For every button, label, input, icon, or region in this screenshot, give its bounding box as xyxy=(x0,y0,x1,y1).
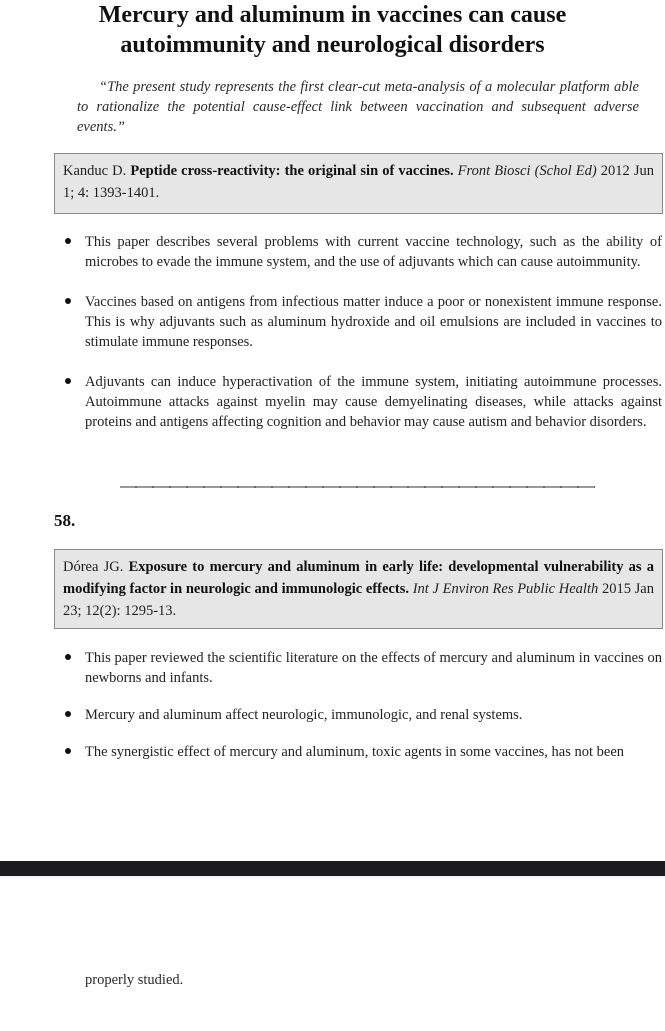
list-item: Vaccines based on antigens from infectious matter induce a poor or nonexistent immune response. This is why adjuvants such as aluminum hydroxide and oil emulsions are included in vaccines to stimulate immune responses. xyxy=(65,292,662,352)
bullet-icon xyxy=(65,238,71,244)
list-item: The synergistic effect of mercury and aluminum, toxic agents in some vaccines, has not been xyxy=(65,742,662,762)
page-break-bar xyxy=(0,861,665,876)
ref-details: 2012 Jun 1; 4: 1393-1401. xyxy=(63,163,654,201)
ref-title: Exposure to mercury and aluminum in early life: developmental vulnerability as a modifying factor in neurologic and immunologic effects. xyxy=(63,559,654,597)
bullet-icon xyxy=(65,654,71,660)
ref-authors: Kanduc D. xyxy=(63,163,127,179)
page-edge xyxy=(0,876,665,878)
ref-journal: Front Biosci (Schol Ed) xyxy=(457,163,597,179)
reference-box xyxy=(54,153,663,214)
list-item: This paper reviewed the scientific literature on the effects of mercury and aluminum in vaccines on newborns and infants. xyxy=(65,648,662,688)
ref-details: 2015 Jan 23; 12(2): 1295-13. xyxy=(63,581,654,619)
section-divider xyxy=(120,486,595,488)
bullet-icon xyxy=(65,748,71,754)
page-title xyxy=(0,0,665,60)
title-line-1: Mercury and aluminum in vaccines can cause xyxy=(98,2,567,28)
continued-text: properly studied. xyxy=(85,972,184,988)
list-item: Adjuvants can induce hyperactivation of the immune system, initiating autoimmune processes. Autoimmune attacks against myelin may cause demyelinating diseases, while attacks against proteins and antigens affecting cognition and behavior may cause autism and behavior disorders. xyxy=(65,372,662,432)
list-item: Mercury and aluminum affect neurologic, immunologic, and renal systems. xyxy=(65,705,662,725)
ref-authors: Dórea JG. xyxy=(63,559,124,575)
section-number: 58. xyxy=(54,511,76,530)
bullet-icon xyxy=(65,711,71,717)
reference-box xyxy=(54,549,663,629)
list-item: This paper describes several problems with current vaccine technology, such as the ability of microbes to evade the immune system, and the use of adjuvants which can cause autoimmunity. xyxy=(65,232,662,272)
title-line-2: autoimmunity and neurological disorders xyxy=(120,32,545,58)
summary-list xyxy=(65,232,662,452)
ref-journal: Int J Environ Res Public Health xyxy=(412,581,599,597)
bullet-icon xyxy=(65,378,71,384)
bullet-icon xyxy=(65,298,71,304)
ref-title: Peptide cross-reactivity: the original sin of vaccines. xyxy=(130,163,454,179)
pull-quote: “The present study represents the first clear-cut meta-analysis of a molecular platform able to rationalize the potential cause-effect link between vaccination and subsequent adverse events.” xyxy=(77,79,639,135)
summary-list xyxy=(65,648,662,779)
